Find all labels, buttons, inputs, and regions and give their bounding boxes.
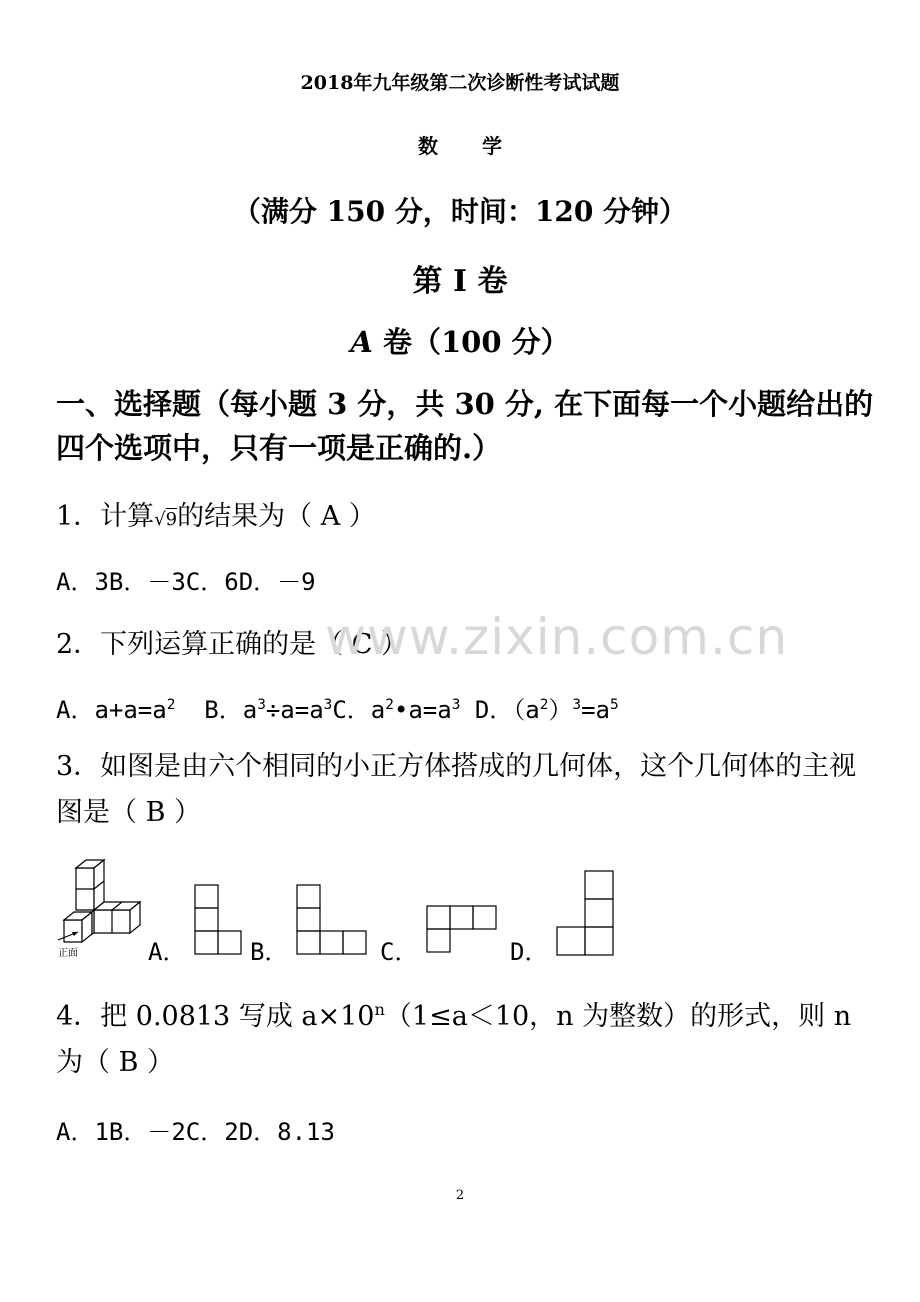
a-volume-rest: 卷（100 分） bbox=[372, 325, 570, 359]
q2-options bbox=[56, 690, 619, 725]
option-b-figure bbox=[296, 884, 368, 956]
a-volume-title bbox=[0, 320, 920, 361]
q3-label-d: D． bbox=[510, 938, 549, 966]
q2-opt-a: A．$a+a=a^2$ bbox=[56, 696, 176, 724]
q1-prefix: 1．计算 bbox=[56, 501, 155, 532]
question-4: 4．把 0.0813 写成 $a\times 10^n(1\le a<10$，n 为整数）的形式，则 n 为（ B ） bbox=[56, 1000, 852, 1078]
score-time-line: （满分 150 分，时间：120 分钟） bbox=[232, 195, 688, 228]
watermark: www.zixin.com.cn bbox=[325, 608, 789, 666]
cube-solid-figure bbox=[56, 858, 151, 958]
volume-title: 第 I 卷 bbox=[412, 264, 508, 299]
subject-title: 数学 bbox=[418, 134, 546, 158]
option-a-figure bbox=[194, 884, 244, 956]
q1-options: A．3B．－3C．6D．－9 bbox=[56, 568, 316, 596]
a-volume-letter: A bbox=[350, 325, 373, 359]
sqrt-sign-icon: √9 bbox=[154, 509, 178, 530]
q3-label-b: B． bbox=[250, 938, 289, 966]
q2-opt-c: C．$a^2•a=a^3$ bbox=[332, 696, 461, 724]
question-2: 2．下列运算正确的是（ C ） bbox=[56, 629, 409, 660]
page-number: 2 bbox=[455, 1188, 465, 1203]
q1-radicand: 9 bbox=[165, 509, 178, 530]
exam-title: 2018年九年级第二次诊断性考试试题 bbox=[300, 72, 620, 94]
option-c-figure bbox=[426, 905, 498, 955]
front-view-label: 正面 bbox=[58, 948, 78, 959]
q3-label-a: A． bbox=[148, 938, 187, 966]
q4-options: A．1B．－2C．2D．8.13 bbox=[56, 1118, 335, 1146]
option-d-figure bbox=[556, 870, 616, 958]
q1-suffix: 的结果为（ A ） bbox=[177, 501, 376, 532]
question-3: 3．如图是由六个相同的小正方体搭成的几何体，这个几何体的主视图是（ B ） bbox=[56, 751, 857, 828]
q3-label-c: C． bbox=[380, 938, 419, 966]
question-1 bbox=[56, 494, 376, 533]
section1-heading: 一、选择题（每小题 3 分，共 30 分, 在下面每一个小题给出的四个选项中，只有一项是正确的.） bbox=[56, 387, 874, 465]
q2-opt-d: D．$(a^2)^3=a^5$ bbox=[474, 696, 619, 724]
q2-opt-b: B．$a^3\div a=a^3$ bbox=[204, 696, 333, 724]
